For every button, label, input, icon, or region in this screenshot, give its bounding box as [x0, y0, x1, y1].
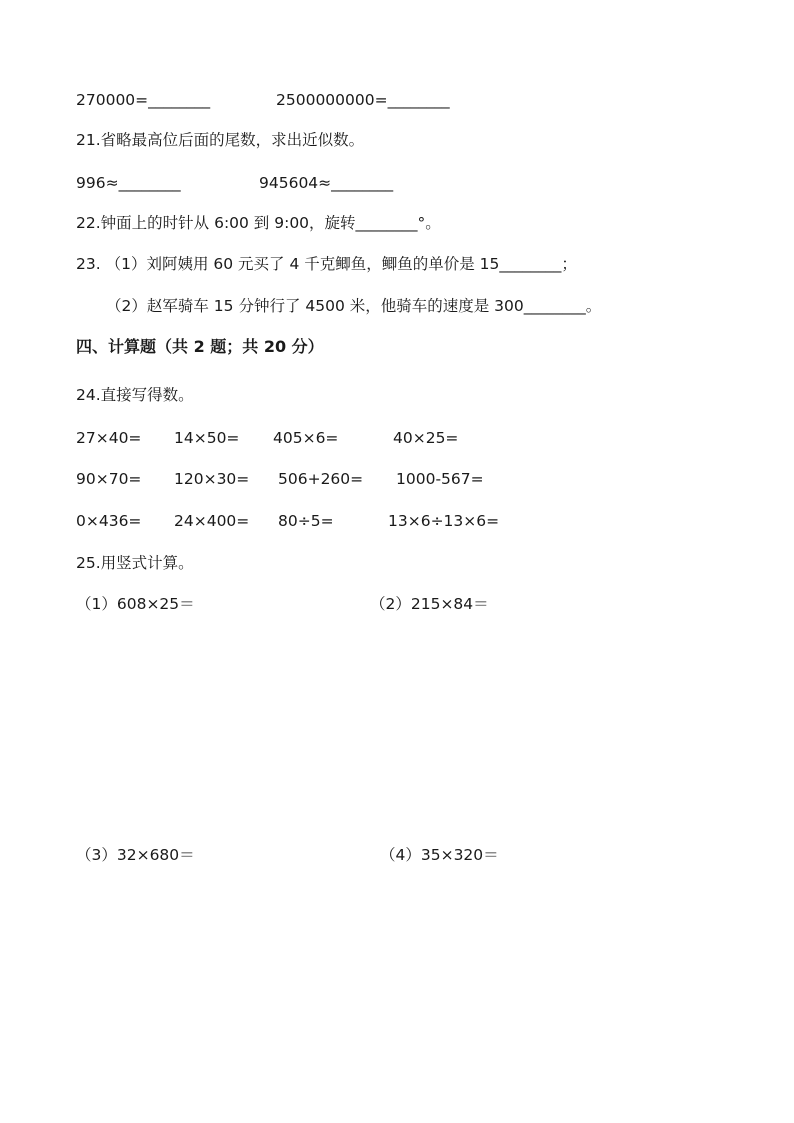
q24-cell: 27×40= — [76, 429, 142, 447]
q22-stem: 22.钟面上的时针从 6:00 到 9:00，旋转________°。 — [76, 214, 441, 232]
q24-stem: 24.直接写得数。 — [76, 386, 194, 404]
q24-cell: 14×50= — [174, 429, 240, 447]
q25-item-2: （2）215×84＝ — [370, 595, 489, 613]
q24-cell: 1000-567= — [396, 470, 484, 488]
q24-cell: 120×30= — [174, 470, 250, 488]
q24-cell: 13×6÷13×6= — [388, 512, 500, 530]
q24-cell: 405×6= — [273, 429, 339, 447]
q21-item-a: 996≈________ — [76, 174, 181, 192]
q20-item-b: 2500000000=________ — [276, 91, 450, 109]
q24-cell: 0×436= — [76, 512, 142, 530]
q24-cell: 24×400= — [174, 512, 250, 530]
section-heading: 四、计算题（共 2 题；共 20 分） — [76, 337, 324, 356]
q20-item-a: 270000=________ — [76, 91, 211, 109]
q25-item-1: （1）608×25＝ — [76, 595, 195, 613]
q24-cell: 506+260= — [278, 470, 364, 488]
q24-cell: 90×70= — [76, 470, 142, 488]
q24-cell: 80÷5= — [278, 512, 334, 530]
q25-stem: 25.用竖式计算。 — [76, 554, 194, 572]
q21-item-b: 945604≈________ — [259, 174, 394, 192]
q25-item-4: （4）35×320＝ — [380, 846, 499, 864]
q23-part2: （2）赵军骑车 15 分钟行了 4500 米，他骑车的速度是 300________。 — [106, 297, 602, 315]
q21-stem: 21.省略最高位后面的尾数，求出近似数。 — [76, 131, 365, 149]
q24-cell: 40×25= — [393, 429, 459, 447]
q25-item-3: （3）32×680＝ — [76, 846, 195, 864]
q23-part1: 23. （1）刘阿姨用 60 元买了 4 千克鲫鱼，鲫鱼的单价是 15________； — [76, 255, 577, 273]
